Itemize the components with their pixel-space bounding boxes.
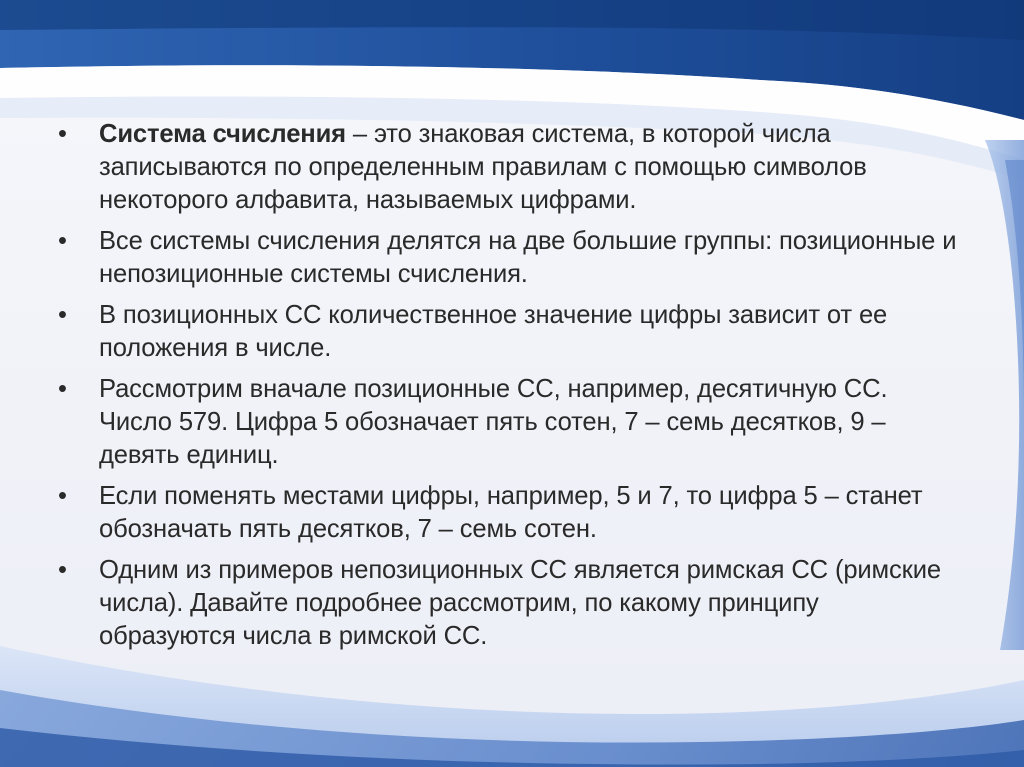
bullet-marker: • — [58, 120, 67, 148]
bullet-item-definition — [58, 118, 958, 217]
bullet-marker: • — [58, 556, 67, 584]
bullet-text: – это знаковая система, в которой числа записываются по определенным правилам с помощью символов некоторого алфавита, называемых цифрами. — [99, 120, 867, 214]
bullet-text: Одним из примеров непозиционных СС является римская СС (римские числа). Давайте подробнее рассмотрим, по какому принципу образуются числа в римской СС. — [99, 556, 941, 650]
bullet-marker: • — [58, 482, 67, 510]
bullet-text: В позиционных СС количественное значение цифры зависит от ее положения в числе. — [99, 301, 888, 362]
bullet-term: Система счисления — [99, 120, 346, 148]
bullet-list — [58, 118, 958, 661]
bullet-item-decimal-example — [58, 373, 958, 472]
bullet-marker: • — [58, 301, 67, 329]
bullet-item-groups — [58, 225, 958, 291]
bullet-text: Если поменять местами цифры, например, 5 и 7, то цифра 5 – станет обозначать пять десятков, 7 – семь сотен. — [99, 482, 923, 543]
bullet-text: Все системы счисления делятся на две большие группы: позиционные и непозиционные системы счисления. — [99, 227, 957, 288]
bullet-marker: • — [58, 227, 67, 255]
bullet-marker: • — [58, 375, 67, 403]
bullet-item-swap-digits — [58, 480, 958, 546]
bullet-item-roman — [58, 554, 958, 653]
bullet-text: Рассмотрим вначале позиционные СС, например, десятичную СС. Число 579. Цифра 5 обозначает пять сотен, 7 – семь десятков, 9 – девять единиц. — [99, 375, 888, 469]
bullet-item-positional — [58, 299, 958, 365]
